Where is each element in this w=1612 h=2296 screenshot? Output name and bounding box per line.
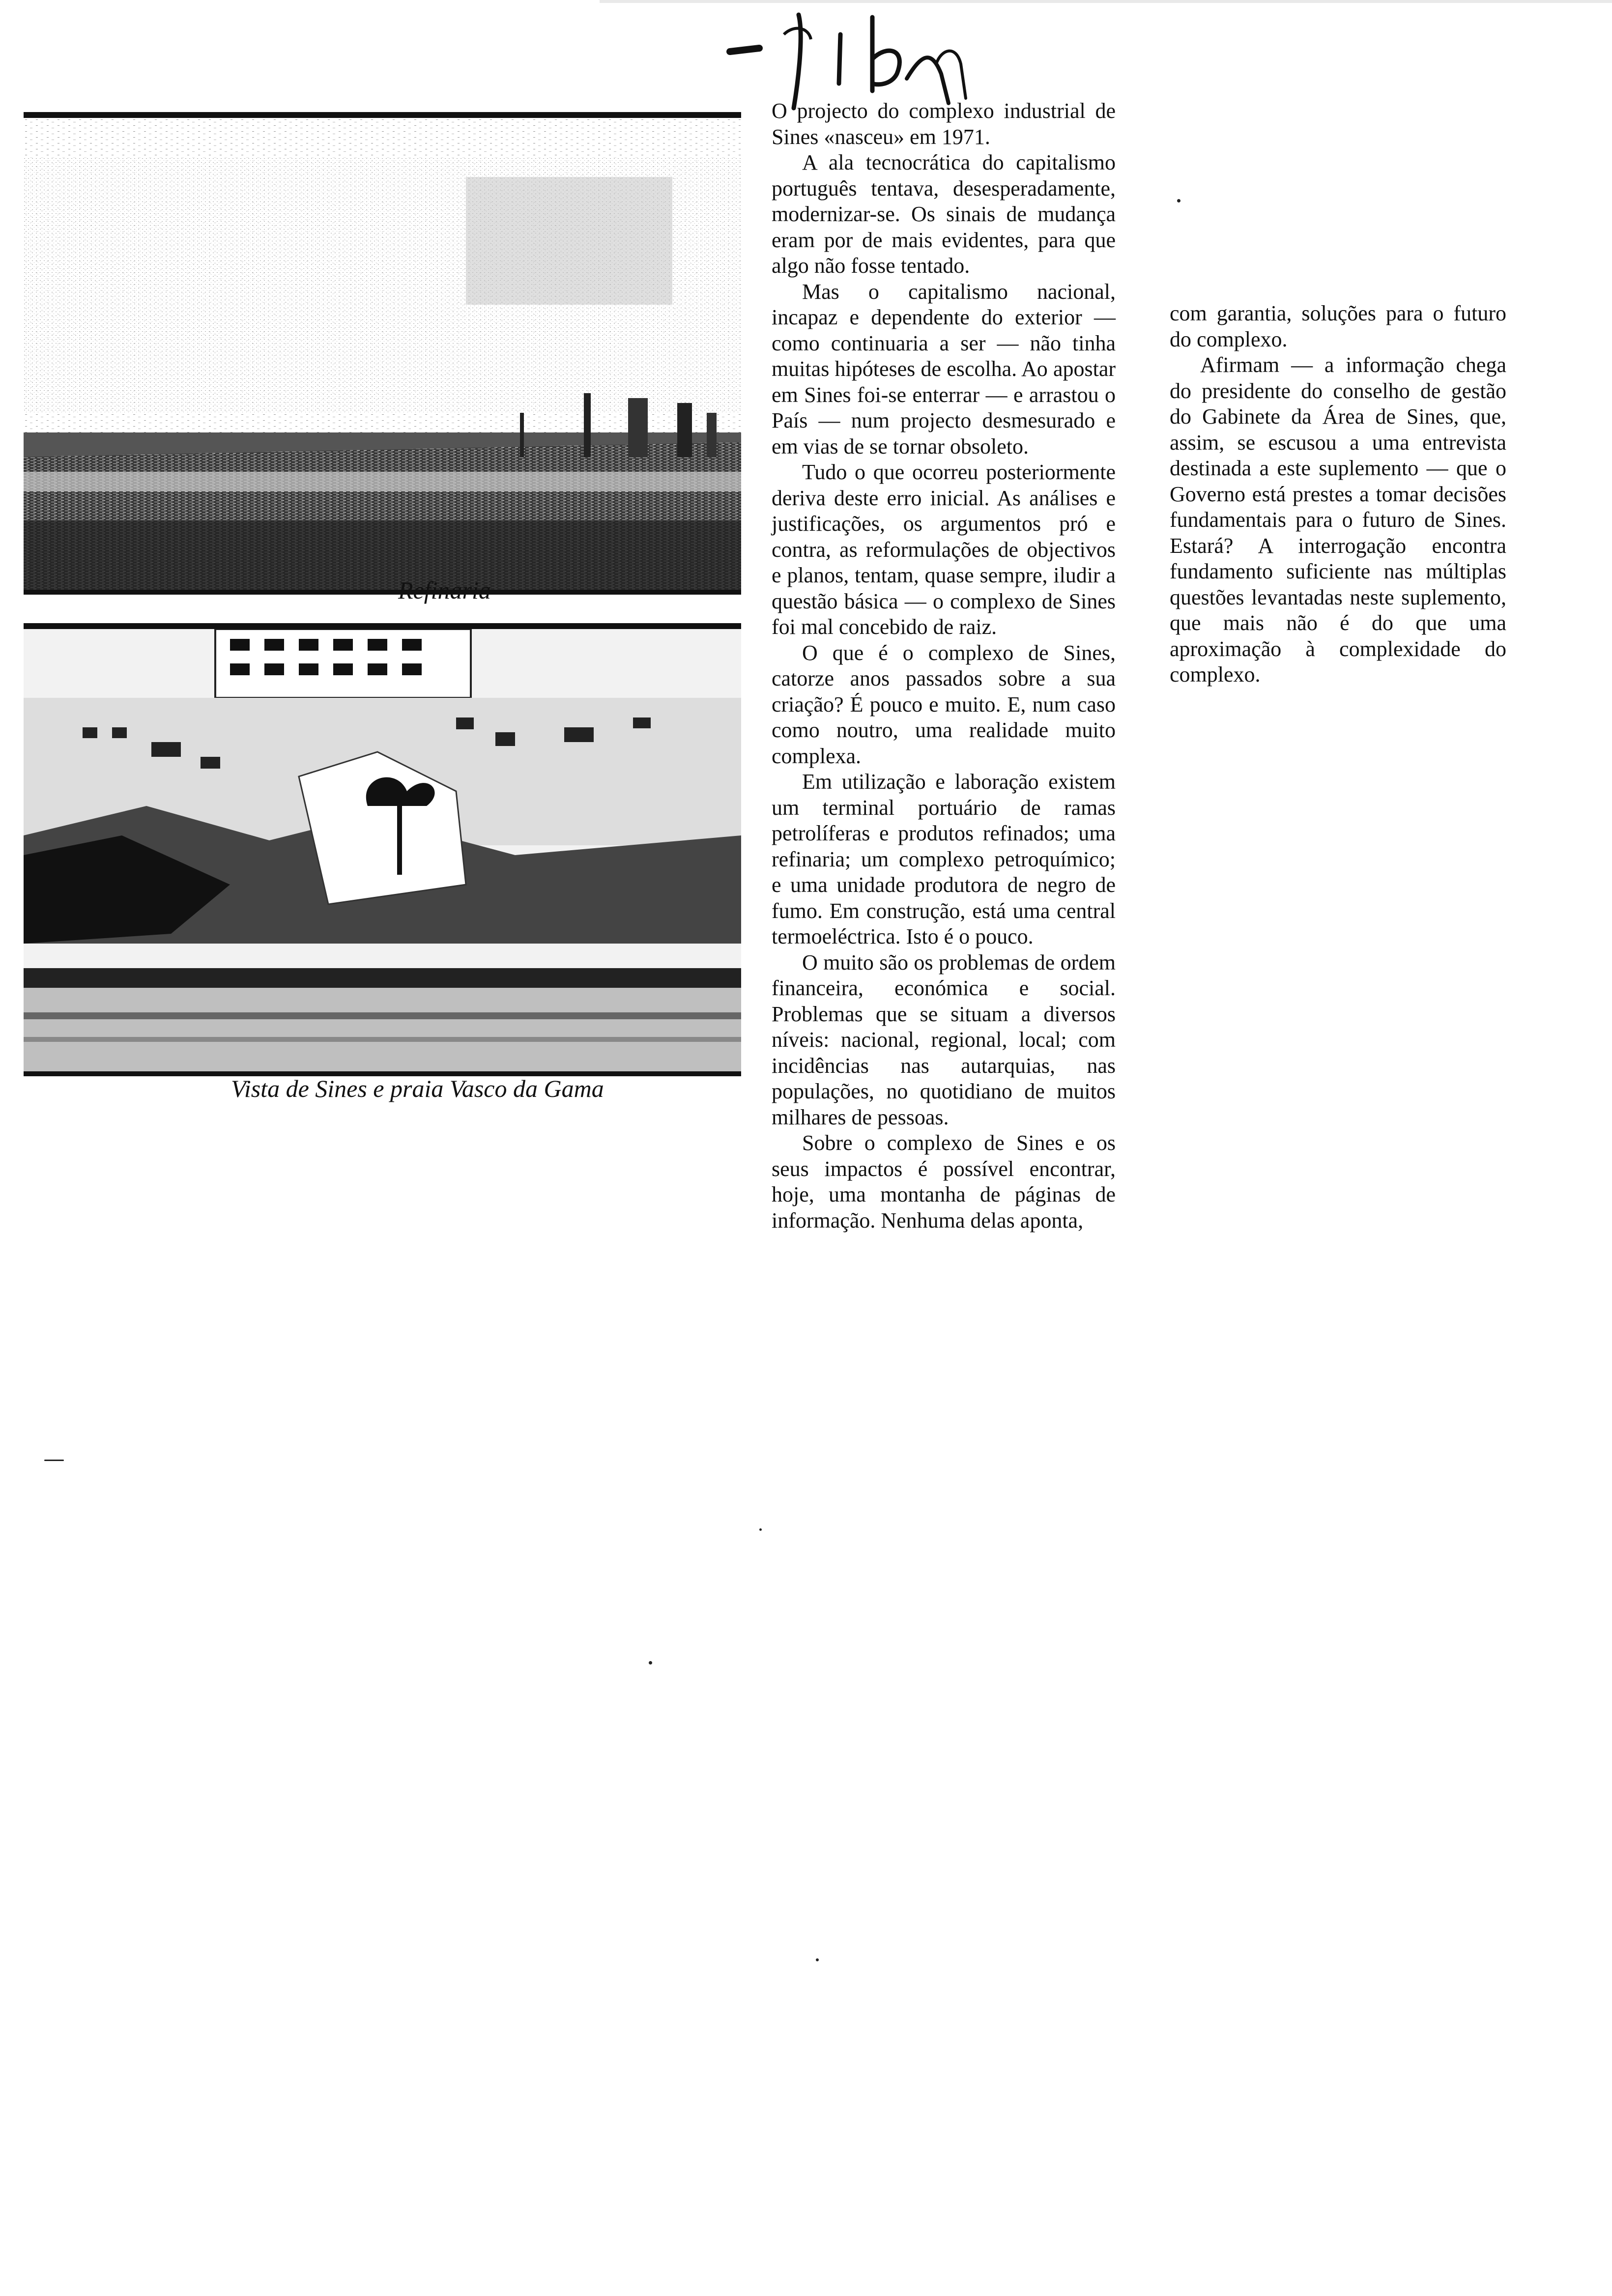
refinery-photo xyxy=(24,112,741,595)
paragraph: O projecto do complexo industrial de Sines «nasceu» em 1971. xyxy=(772,99,1116,149)
scan-speck xyxy=(816,1958,819,1961)
paragraph: A ala tecnocrática do capitalismo português tentava, desesperadamente, modernizar-se. Os sinais de mudança eram por de mais evidentes, para que algo não fosse tentado. xyxy=(772,150,1116,278)
refinery-caption: Refinaria xyxy=(398,576,491,604)
paragraph: Afirmam — a informação chega do presidente do conselho de gestão do Gabinete da Área de Sines, que, assim, se escusou a uma entrevista destinada a este suplemento — que o Governo está prestes a tomar decisões fundamentais para o futuro de Sines. Estará? A interrogação encontra fundamento suficiente nas múltiplas questões levantadas neste suplemento, que mais não é do que uma aproximação à complexidade do complexo. xyxy=(1170,353,1506,687)
paragraph: O que é o complexo de Sines, catorze anos passados sobre a sua criação? É pouco e muito. E, num caso como noutro, uma realidade muito complexa. xyxy=(772,640,1116,768)
scan-speck xyxy=(44,1460,64,1461)
scan-speck xyxy=(649,1661,652,1665)
scan-speck xyxy=(759,1528,762,1531)
paragraph: Sobre o complexo de Sines e os seus impactos é possível encontrar, hoje, uma montanha de páginas de informação. Nenhuma delas aponta, xyxy=(772,1131,1116,1233)
scan-edge xyxy=(600,0,1612,3)
paragraph: com garantia, soluções para o futuro do complexo. xyxy=(1170,301,1506,351)
article-column-1 xyxy=(772,98,1116,1234)
sines-view-caption: Vista de Sines e praia Vasco da Gama xyxy=(231,1075,604,1102)
article-column-2 xyxy=(1170,301,1506,688)
paragraph: O muito são os problemas de ordem financeira, económica e social. Problemas que se situam a diversos níveis: nacional, regional, local; com incidências nas autarquias, nas populações, no quotidiano de muitos milhares de pessoas. xyxy=(772,950,1116,1129)
paragraph: Em utilização e laboração existem um terminal portuário de ramas petrolíferas e produtos refinados; uma refinaria; um complexo petroquímico; e uma unidade produtora de negro de fumo. Em construção, está uma central termoeléctrica. Isto é o pouco. xyxy=(772,770,1116,948)
sines-view-photo xyxy=(24,623,741,1076)
paragraph: Tudo o que ocorreu posteriormente deriva deste erro inicial. As análises e justificações, os argumentos pró e contra, as reformulações de objectivos e planos, tentam, quase sempre, iludir a questão básica — o complexo de Sines foi mal concebido de raiz. xyxy=(772,460,1116,639)
paragraph: Mas o capitalismo nacional, incapaz e dependente do exterior — como continuaria a ser — não tinha muitas hipóteses de escolha. Ao apostar em Sines foi-se enterrar — e arrastou o País — num projecto desmesurado e em vias de se tornar obsoleto. xyxy=(772,279,1116,459)
scan-speck xyxy=(1177,199,1180,202)
